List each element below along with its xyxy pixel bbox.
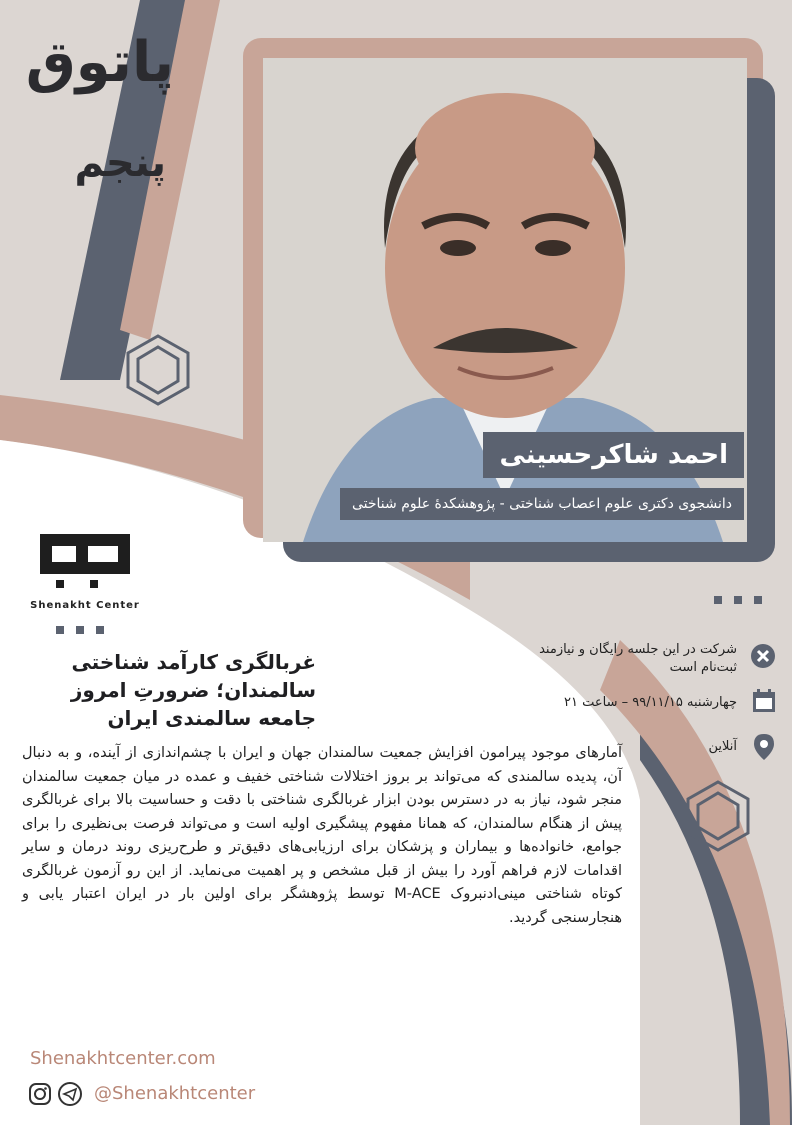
website-link[interactable]: Shenakhtcenter.com bbox=[30, 1048, 216, 1069]
event-datetime: چهارشنبه ۹۹/۱۱/۱۵ – ساعت ۲۱ bbox=[563, 695, 737, 710]
event-title: پاتوق bbox=[25, 30, 174, 95]
talk-abstract: آمارهای موجود پیرامون افزایش جمعیت سالمندان جهان و ایران با چشم‌اندازی از آینده، و به دنبال آن، پدیده سالمندی که می‌تواند بر بروز اختلالات شناختی خفیف و عمده در میان جمعیت سالمندان منجر شود، نیاز به در دسترس بودن ابزار غربالگری شناختی با دقت و حساسیت بالا برای غربالگری پیش از هنگام سالمندان، که همانا مفهوم پیشگیری اولیه است و می‌تواند فرصت بی‌نظیری را برای جوامع، خانواده‌ها و بیماران و پزشکان برای ارزیابی‌های دقیق‌تر و طرح‌ریزی روند درمان و سایر اقدامات لازم فراهم آورد را بیش از قبل مشخص و پر اهمیت می‌نماید. از این رو آزمون غربالگری کوتاه شناختی مینی‌ادنبروک M-ACE توسط پژوهشگر برای اولین بار در ایران اعتبار یابی و هنجارسنجی گردید. bbox=[22, 745, 622, 926]
registration-info: شرکت در این جلسه رایگان و نیازمند ثبت‌نام است bbox=[539, 642, 737, 675]
speaker-name: احمد شاکرحسینی bbox=[483, 432, 744, 478]
telegram-icon[interactable] bbox=[58, 1082, 82, 1106]
speaker-role: دانشجوی دکتری علوم اعصاب شناختی - پژوهشکدهٔ علوم شناختی bbox=[340, 488, 744, 520]
talk-title: غربالگری کارآمد شناختی سالمندان؛ ضرورتِ امروز جامعه سالمندی ایران bbox=[70, 650, 316, 730]
calendar-icon bbox=[751, 688, 777, 714]
social-handle[interactable]: @Shenakhtcenter bbox=[94, 1083, 256, 1104]
instagram-icon[interactable] bbox=[28, 1082, 52, 1106]
event-subtitle: پنجم bbox=[74, 140, 166, 186]
location-pin-icon bbox=[753, 733, 775, 761]
logo-caption: Shenakht Center bbox=[30, 600, 140, 611]
close-circle-icon bbox=[750, 643, 776, 669]
hexagon-icon bbox=[128, 336, 188, 404]
event-location: آنلاین bbox=[708, 739, 737, 754]
shenakht-logo bbox=[30, 528, 140, 598]
